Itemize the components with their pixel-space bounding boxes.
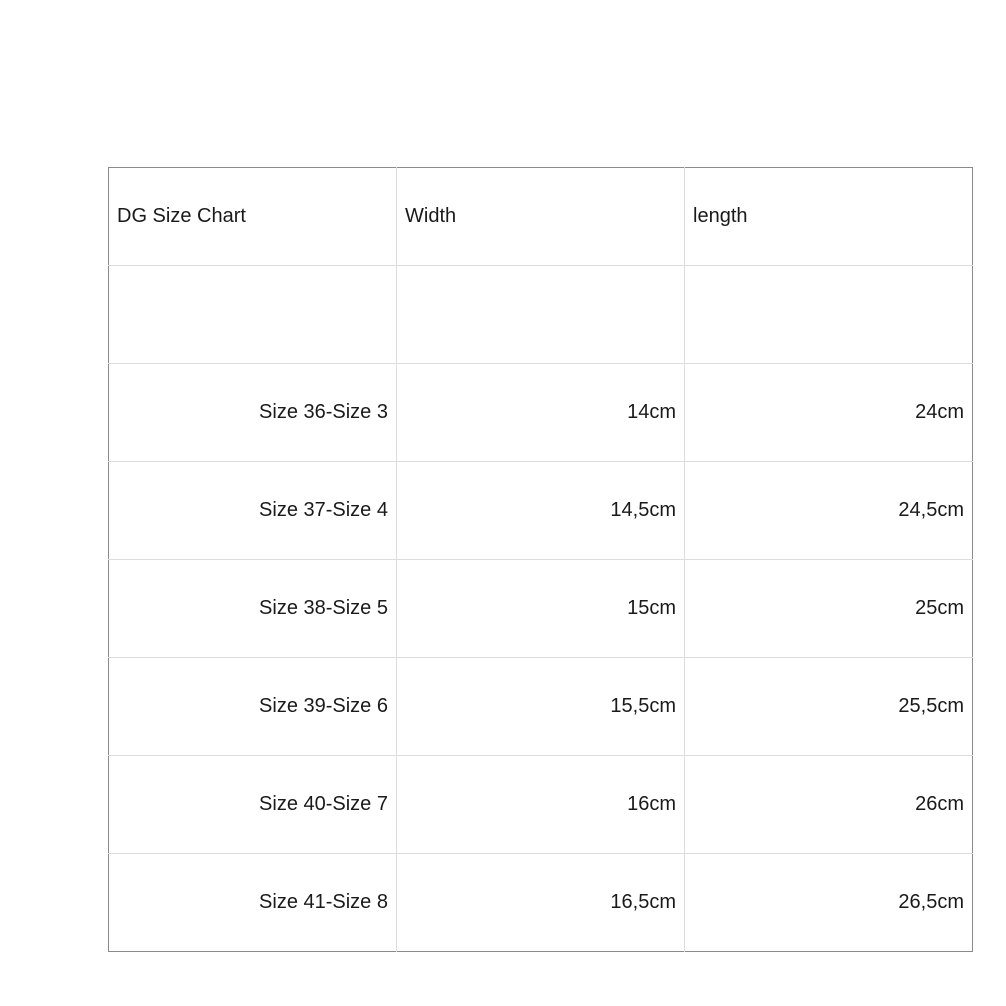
table-row <box>109 756 973 854</box>
cell-length: 26,5cm <box>685 854 973 952</box>
cell-width: 15cm <box>397 560 685 658</box>
header-row <box>109 168 973 266</box>
header-width: Width <box>397 168 685 266</box>
cell-size: Size 38-Size 5 <box>109 560 397 658</box>
cell-length <box>685 266 973 364</box>
cell-size <box>109 266 397 364</box>
table-row <box>109 658 973 756</box>
cell-length: 24cm <box>685 364 973 462</box>
header-length: length <box>685 168 973 266</box>
table-row <box>109 266 973 364</box>
table-row <box>109 560 973 658</box>
cell-width: 16cm <box>397 756 685 854</box>
table-row <box>109 364 973 462</box>
cell-size: Size 37-Size 4 <box>109 462 397 560</box>
cell-size: Size 36-Size 3 <box>109 364 397 462</box>
cell-length: 25cm <box>685 560 973 658</box>
cell-width: 16,5cm <box>397 854 685 952</box>
cell-width: 15,5cm <box>397 658 685 756</box>
cell-size: Size 41-Size 8 <box>109 854 397 952</box>
cell-length: 25,5cm <box>685 658 973 756</box>
size-chart-table <box>108 167 973 952</box>
cell-length: 26cm <box>685 756 973 854</box>
cell-size: Size 39-Size 6 <box>109 658 397 756</box>
cell-length: 24,5cm <box>685 462 973 560</box>
cell-width: 14,5cm <box>397 462 685 560</box>
cell-width: 14cm <box>397 364 685 462</box>
cell-size: Size 40-Size 7 <box>109 756 397 854</box>
table-row <box>109 854 973 952</box>
cell-width <box>397 266 685 364</box>
table-row <box>109 462 973 560</box>
header-size: DG Size Chart <box>109 168 397 266</box>
